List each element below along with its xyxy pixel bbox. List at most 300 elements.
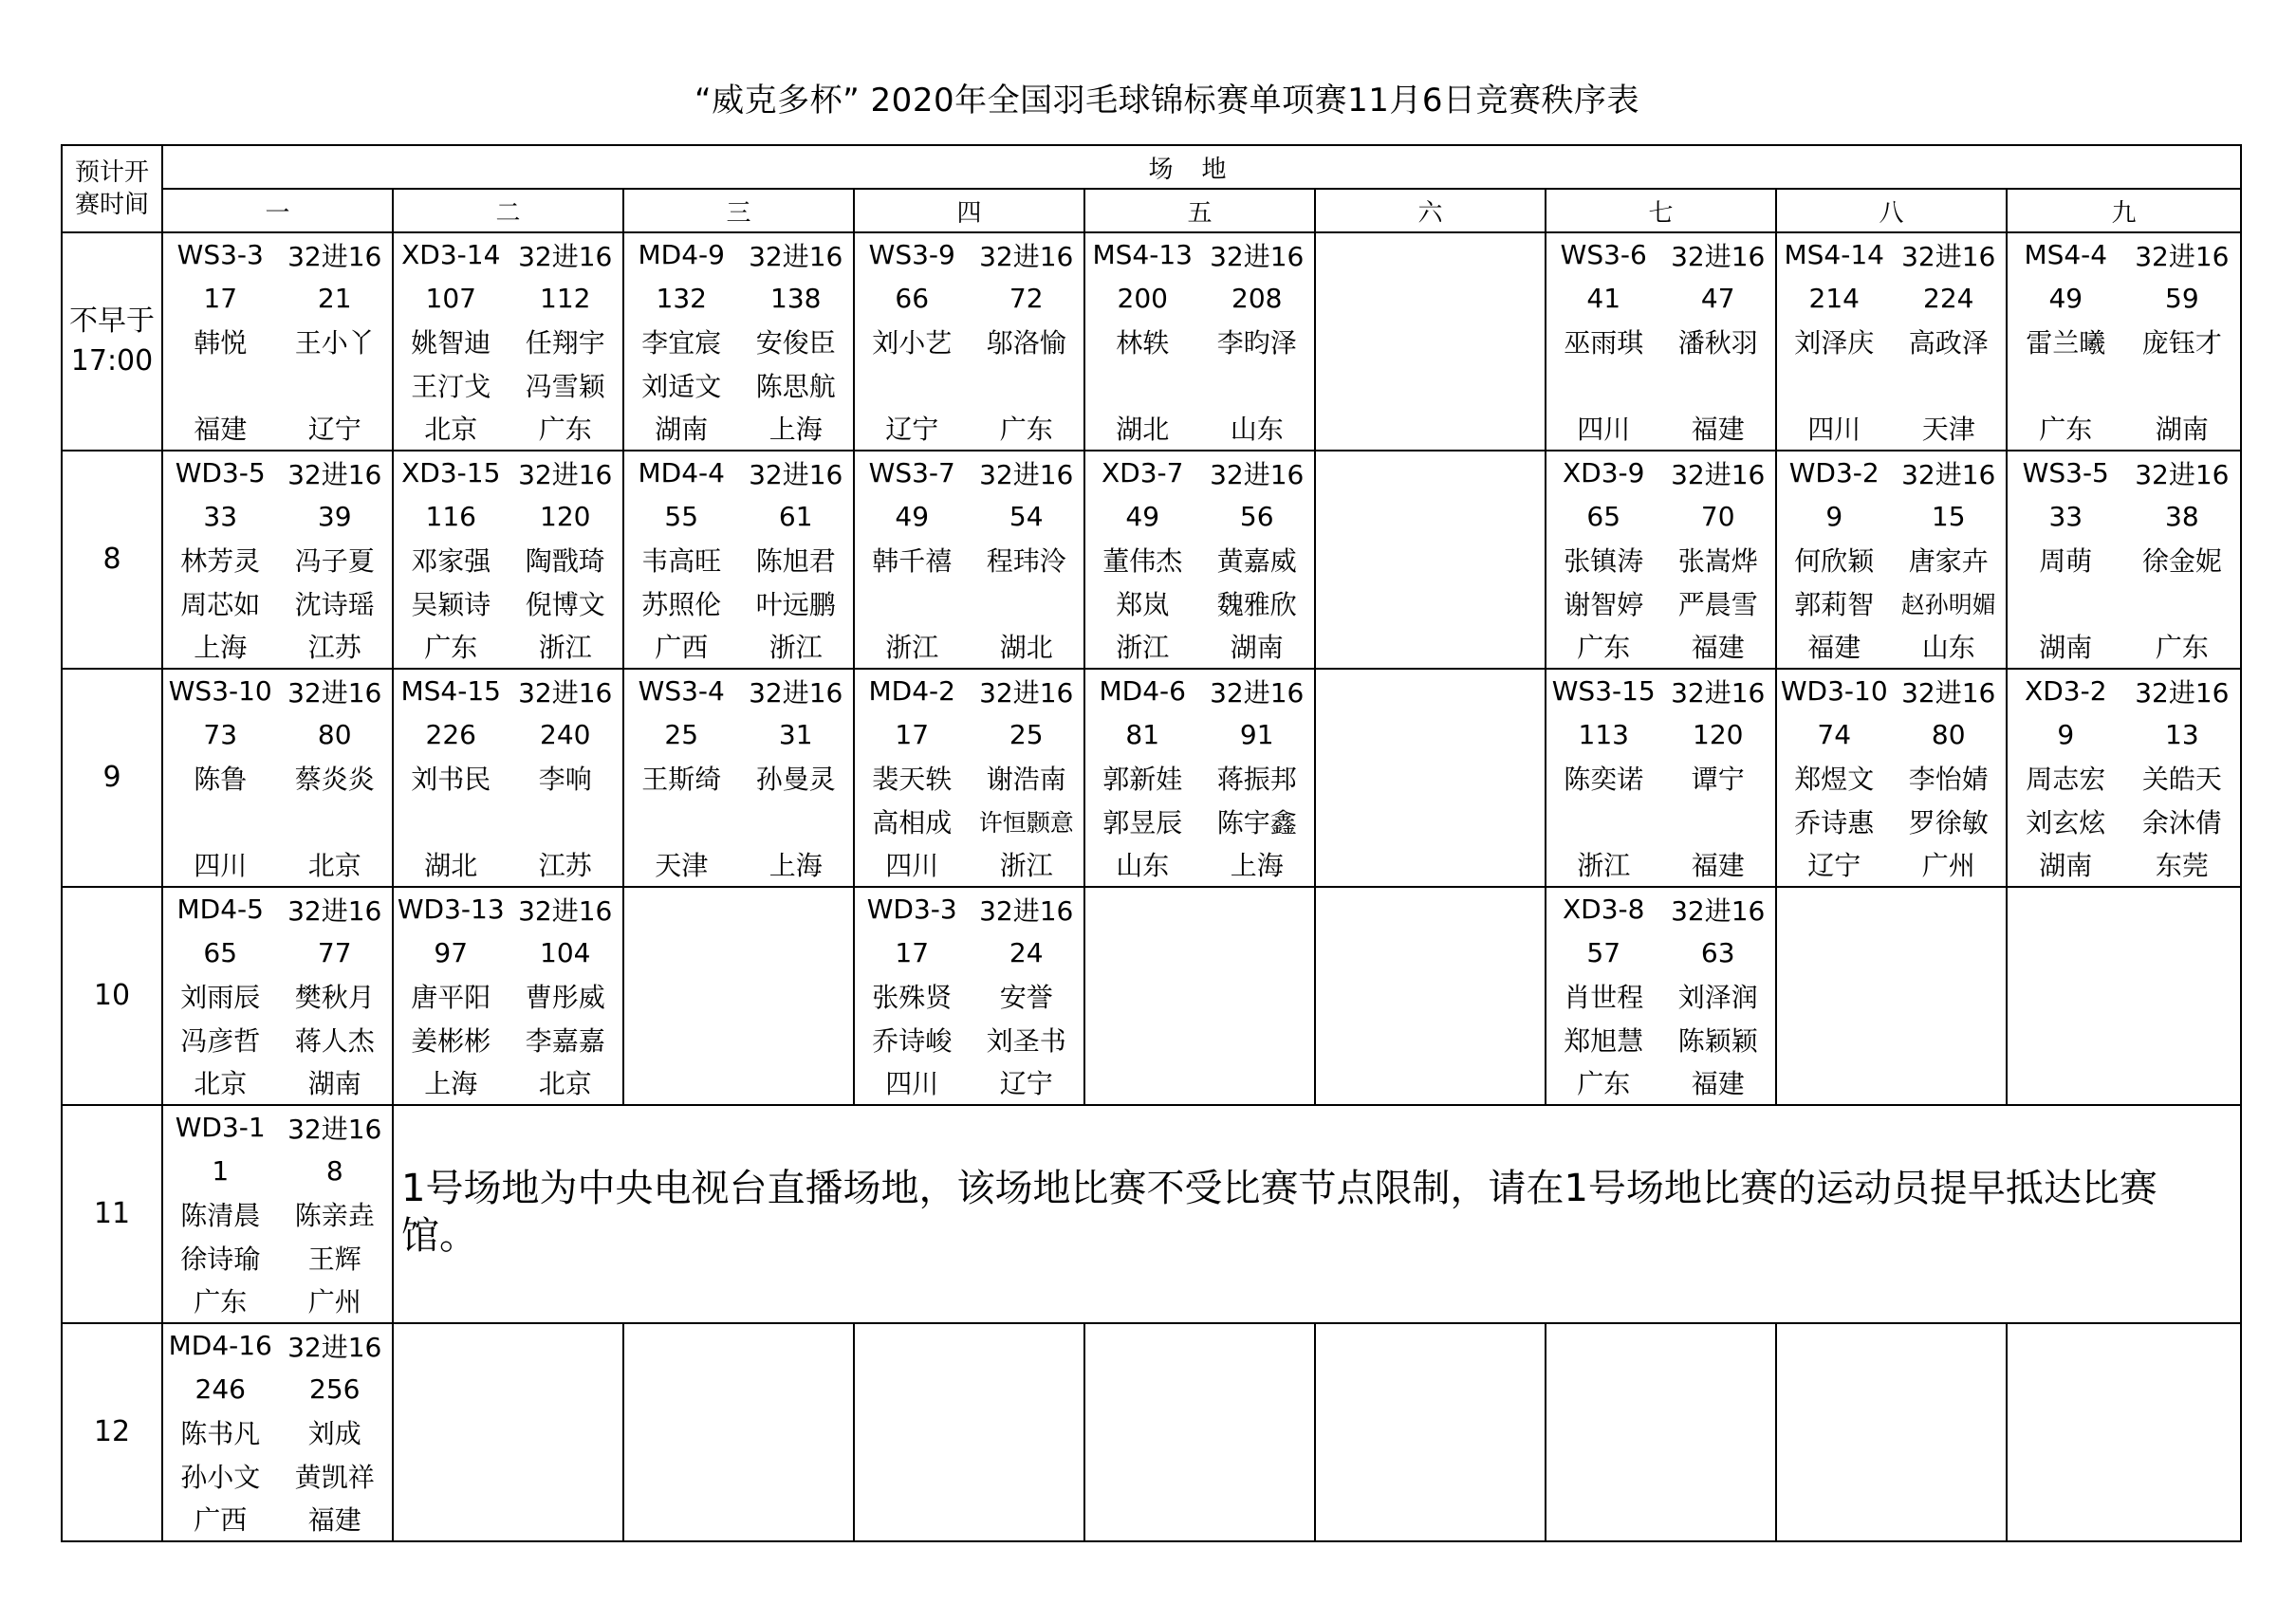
court-header-4: 四 xyxy=(854,189,1084,232)
match-player-b1: 刘泽润 xyxy=(1677,981,1758,1013)
time-header xyxy=(62,145,162,232)
match-info xyxy=(1085,233,1314,450)
match-num-b: 63 xyxy=(1700,936,1735,968)
match-event: WD3-5 xyxy=(175,457,266,489)
match-round: 32进16 xyxy=(287,240,382,272)
match-round: 32进16 xyxy=(518,894,613,927)
match-player-b1: 黄嘉威 xyxy=(1216,544,1297,577)
match-num-b: 61 xyxy=(778,500,813,532)
match-team-b: 江苏 xyxy=(538,850,592,882)
match-num-b: 120 xyxy=(540,500,591,532)
match-num-b: 208 xyxy=(1231,282,1283,314)
match-cell xyxy=(1084,669,1315,887)
match-num-a: 74 xyxy=(1817,718,1852,750)
match-info xyxy=(624,233,853,450)
match-num-b: 21 xyxy=(317,282,352,314)
match-player-b2: 陈颖颖 xyxy=(1677,1024,1758,1057)
match-cell xyxy=(2007,887,2241,1105)
match-player-a1: 周志宏 xyxy=(2026,763,2106,795)
match-player-a1: 刘小艺 xyxy=(872,326,953,359)
match-num-b: 72 xyxy=(1009,282,1044,314)
match-team-a: 湖南 xyxy=(655,414,709,446)
match-player-a2 xyxy=(855,581,970,625)
match-player-a1: 姚智迪 xyxy=(411,326,491,359)
match-player-b2: 倪博文 xyxy=(525,588,605,620)
match-player-a2: 郑旭慧 xyxy=(1564,1024,1644,1057)
match-team-a: 辽宁 xyxy=(885,414,939,446)
match-player-b2 xyxy=(2124,363,2241,407)
match-player-b2 xyxy=(1661,800,1776,843)
match-team-b: 广东 xyxy=(538,414,592,446)
match-player-b2 xyxy=(970,581,1084,625)
match-team-a: 福建 xyxy=(194,414,248,446)
match-event: MD4-6 xyxy=(1099,675,1186,708)
match-team-a: 四川 xyxy=(194,850,248,882)
match-player-b1: 李响 xyxy=(538,763,592,795)
match-player-b2 xyxy=(2124,581,2241,625)
match-cell xyxy=(1315,669,1546,887)
match-info xyxy=(855,670,1083,886)
match-team-b: 福建 xyxy=(1691,632,1745,664)
match-event: MS4-14 xyxy=(1784,239,1884,271)
schedule-row xyxy=(62,887,2241,1105)
match-num-b: 120 xyxy=(1693,718,1744,750)
match-team-a: 广东 xyxy=(2039,414,2093,446)
match-info xyxy=(855,233,1083,450)
match-num-b: 224 xyxy=(1923,282,1974,314)
match-cell xyxy=(854,1323,1084,1541)
match-team-a: 广东 xyxy=(1577,632,1631,664)
match-event: WS3-9 xyxy=(868,239,955,271)
match-num-b: 80 xyxy=(317,718,352,750)
match-cell xyxy=(393,1323,623,1541)
match-player-a2 xyxy=(1085,363,1200,407)
match-team-b: 浙江 xyxy=(999,850,1053,882)
match-team-a: 广东 xyxy=(424,632,478,664)
match-event: WD3-1 xyxy=(175,1112,266,1144)
match-player-b2: 叶远鹏 xyxy=(755,588,836,620)
match-player-b1: 陈旭君 xyxy=(755,544,836,577)
match-num-a: 65 xyxy=(1586,500,1621,532)
match-player-b1: 潘秋羽 xyxy=(1677,326,1758,359)
match-event: MD4-9 xyxy=(638,239,725,271)
match-player-b1: 蔡炎炎 xyxy=(294,763,375,795)
match-player-b1: 冯子夏 xyxy=(294,544,375,577)
match-event: MD4-2 xyxy=(868,675,955,708)
match-num-b: 25 xyxy=(1009,718,1044,750)
match-round: 32进16 xyxy=(1901,676,1996,709)
match-player-b1: 张嵩烨 xyxy=(1677,544,1758,577)
match-info xyxy=(163,888,392,1104)
match-info xyxy=(163,233,392,450)
match-player-a1: 韩千禧 xyxy=(872,544,953,577)
match-info xyxy=(394,888,622,1104)
match-cell xyxy=(393,232,623,451)
match-player-a1: 郑煜文 xyxy=(1794,763,1875,795)
match-player-a1: 周萌 xyxy=(2039,544,2093,577)
match-player-a2: 吴颖诗 xyxy=(411,588,491,620)
match-round: 32进16 xyxy=(1671,458,1766,490)
match-round: 32进16 xyxy=(518,240,613,272)
match-player-b1: 刘成 xyxy=(307,1417,361,1449)
match-team-a: 浙江 xyxy=(885,632,939,664)
match-round: 32进16 xyxy=(1671,894,1766,927)
match-player-a1: 韦高旺 xyxy=(641,544,722,577)
match-player-a2 xyxy=(2008,363,2124,407)
match-num-a: 81 xyxy=(1125,718,1160,750)
match-player-b2: 罗徐敏 xyxy=(1908,806,1989,838)
match-round: 32进16 xyxy=(287,1113,382,1145)
match-num-b: 80 xyxy=(1931,718,1966,750)
match-num-a: 107 xyxy=(425,282,476,314)
match-player-a2 xyxy=(163,800,278,843)
match-info xyxy=(163,1324,392,1540)
match-team-b: 广东 xyxy=(2155,632,2209,664)
match-player-b2 xyxy=(970,363,1084,407)
match-event: XD3-8 xyxy=(1563,894,1645,926)
match-round: 32进16 xyxy=(1210,240,1305,272)
match-cell xyxy=(854,669,1084,887)
match-cell xyxy=(162,1323,393,1541)
match-num-a: 1 xyxy=(212,1154,230,1187)
match-player-b1: 安誉 xyxy=(999,981,1053,1013)
match-team-b: 北京 xyxy=(538,1068,592,1100)
match-cell xyxy=(1546,669,1776,887)
match-team-b: 浙江 xyxy=(768,632,823,664)
match-team-a: 上海 xyxy=(424,1068,478,1100)
match-player-b2 xyxy=(1661,363,1776,407)
time-cell xyxy=(62,451,162,669)
match-cell xyxy=(1315,451,1546,669)
match-num-b: 15 xyxy=(1931,500,1966,532)
match-num-a: 73 xyxy=(203,718,238,750)
match-event: XD3-14 xyxy=(401,239,501,271)
match-player-a2: 徐诗瑜 xyxy=(180,1243,261,1275)
match-player-a2 xyxy=(855,363,970,407)
match-player-a2: 郭昱辰 xyxy=(1102,806,1183,838)
match-round: 32进16 xyxy=(749,458,843,490)
match-num-a: 49 xyxy=(1125,500,1160,532)
match-info xyxy=(624,670,853,886)
match-team-b: 北京 xyxy=(307,850,361,882)
match-info xyxy=(1546,233,1775,450)
match-team-b: 湖南 xyxy=(2155,414,2209,446)
match-team-b: 福建 xyxy=(1691,1068,1745,1100)
match-cell xyxy=(854,451,1084,669)
match-player-b2: 陈思航 xyxy=(755,370,836,402)
match-round: 32进16 xyxy=(979,676,1074,709)
match-event: MD4-5 xyxy=(176,894,264,926)
match-player-b1: 徐金妮 xyxy=(2141,544,2222,577)
match-team-a: 湖北 xyxy=(424,850,478,882)
match-player-a2 xyxy=(394,800,509,843)
schedule-row xyxy=(62,451,2241,669)
court-header-6: 六 xyxy=(1315,189,1546,232)
match-player-a2: 郑岚 xyxy=(1116,588,1170,620)
match-num-a: 65 xyxy=(203,936,238,968)
match-num-a: 17 xyxy=(203,282,238,314)
match-info xyxy=(1777,233,2006,450)
match-player-b1: 关皓天 xyxy=(2141,763,2222,795)
match-info xyxy=(2008,451,2240,668)
match-team-b: 上海 xyxy=(768,850,823,882)
match-player-b2: 刘圣书 xyxy=(986,1024,1066,1057)
match-info xyxy=(394,451,622,668)
match-player-a1: 郭新娃 xyxy=(1102,763,1183,795)
match-num-a: 49 xyxy=(2048,282,2083,314)
match-player-a2: 谢智婷 xyxy=(1564,588,1644,620)
match-player-a1: 刘书民 xyxy=(411,763,491,795)
match-num-a: 17 xyxy=(895,718,930,750)
match-player-b1: 谢浩南 xyxy=(986,763,1066,795)
match-team-a: 北京 xyxy=(424,414,478,446)
match-num-a: 214 xyxy=(1808,282,1860,314)
match-team-a: 山东 xyxy=(1116,850,1170,882)
match-event: XD3-15 xyxy=(401,457,501,489)
match-team-a: 浙江 xyxy=(1577,850,1631,882)
match-team-a: 四川 xyxy=(1807,414,1861,446)
match-player-b1: 安俊臣 xyxy=(755,326,836,359)
match-player-b2: 李嘉嘉 xyxy=(525,1024,605,1057)
match-player-b1: 庞钰才 xyxy=(2141,326,2222,359)
match-player-b2: 余沐倩 xyxy=(2141,806,2222,838)
match-round: 32进16 xyxy=(287,676,382,709)
match-player-b1: 李怡婧 xyxy=(1908,763,1989,795)
match-event: MD4-16 xyxy=(168,1330,272,1362)
match-player-a2: 郭莉智 xyxy=(1794,588,1875,620)
match-team-b: 上海 xyxy=(1230,850,1284,882)
match-info xyxy=(1777,670,2006,886)
match-event: MD4-4 xyxy=(638,457,725,489)
match-num-a: 57 xyxy=(1586,936,1621,968)
match-player-b1: 孙曼灵 xyxy=(755,763,836,795)
match-player-a1: 韩悦 xyxy=(194,326,248,359)
match-num-b: 8 xyxy=(325,1154,343,1187)
match-info xyxy=(2008,670,2240,886)
match-player-b2: 冯雪颖 xyxy=(525,370,605,402)
match-player-b2: 许恒颢意 xyxy=(978,808,1074,837)
match-player-a1: 张镇涛 xyxy=(1564,544,1644,577)
venue-header: 场地 xyxy=(162,145,2241,189)
match-player-b1: 曹彤威 xyxy=(525,981,605,1013)
schedule-row xyxy=(62,669,2241,887)
match-cell xyxy=(1315,1323,1546,1541)
match-player-b1: 李昀泽 xyxy=(1216,326,1297,359)
match-num-b: 138 xyxy=(770,282,822,314)
match-cell xyxy=(2007,451,2241,669)
match-cell xyxy=(393,451,623,669)
match-team-a: 福建 xyxy=(1807,632,1861,664)
match-team-b: 湖北 xyxy=(999,632,1053,664)
match-info xyxy=(2008,233,2240,450)
match-player-a1: 陈清晨 xyxy=(180,1199,261,1231)
match-round: 32进16 xyxy=(2135,458,2230,490)
match-cell xyxy=(1084,232,1315,451)
match-team-b: 福建 xyxy=(307,1504,361,1537)
match-info xyxy=(1546,670,1775,886)
match-player-b2: 沈诗瑶 xyxy=(294,588,375,620)
match-player-a2: 乔诗峻 xyxy=(872,1024,953,1057)
match-cell xyxy=(2007,669,2241,887)
match-cell xyxy=(162,887,393,1105)
match-cell xyxy=(1776,451,2007,669)
time-cell xyxy=(62,669,162,887)
time-label: 10 xyxy=(93,979,131,1012)
match-player-b2: 魏雅欣 xyxy=(1216,588,1297,620)
match-player-a1: 巫雨琪 xyxy=(1564,326,1644,359)
match-team-a: 湖南 xyxy=(2039,632,2093,664)
match-num-a: 9 xyxy=(2057,718,2075,750)
match-num-b: 13 xyxy=(2165,718,2199,750)
match-cell xyxy=(1776,1323,2007,1541)
match-round: 32进16 xyxy=(1901,240,1996,272)
time-header-line2: 赛时间 xyxy=(74,191,149,219)
match-player-b2: 赵孙明媚 xyxy=(1900,590,1996,618)
match-num-b: 38 xyxy=(2165,500,2199,532)
match-num-b: 59 xyxy=(2165,282,2199,314)
match-cell xyxy=(854,887,1084,1105)
match-cell xyxy=(1776,232,2007,451)
match-player-a2 xyxy=(1777,363,1892,407)
match-team-a: 湖南 xyxy=(2039,850,2093,882)
match-team-a: 天津 xyxy=(655,850,709,882)
match-team-a: 四川 xyxy=(885,1068,939,1100)
match-num-b: 54 xyxy=(1009,500,1044,532)
match-round: 32进16 xyxy=(518,458,613,490)
match-num-a: 33 xyxy=(2048,500,2083,532)
match-info xyxy=(163,1106,392,1322)
match-round: 32进16 xyxy=(979,894,1074,927)
match-team-a: 浙江 xyxy=(1116,632,1170,664)
match-player-a2 xyxy=(624,800,739,843)
match-player-a1: 林轶 xyxy=(1116,326,1170,359)
match-player-b1: 高政泽 xyxy=(1908,326,1989,359)
court-header-5: 五 xyxy=(1084,189,1315,232)
match-cell xyxy=(1546,887,1776,1105)
match-team-b: 广东 xyxy=(999,414,1053,446)
match-num-a: 116 xyxy=(425,500,476,532)
time-cell xyxy=(62,887,162,1105)
match-cell xyxy=(623,232,854,451)
match-round: 32进16 xyxy=(1901,458,1996,490)
match-player-a1: 陈书凡 xyxy=(180,1417,261,1449)
match-event: MS4-4 xyxy=(2024,239,2108,271)
court-header-9: 九 xyxy=(2007,189,2241,232)
court-header-7: 七 xyxy=(1546,189,1776,232)
match-team-b: 湖南 xyxy=(307,1068,361,1100)
match-cell xyxy=(623,1323,854,1541)
time-label: 不早于 xyxy=(69,304,155,338)
match-num-a: 9 xyxy=(1825,500,1843,532)
match-event: WD3-3 xyxy=(866,894,957,926)
time-label: 9 xyxy=(102,761,121,794)
match-num-a: 49 xyxy=(895,500,930,532)
match-cell xyxy=(162,232,393,451)
match-num-b: 70 xyxy=(1700,500,1735,532)
match-event: XD3-7 xyxy=(1102,457,1184,489)
match-player-a2: 苏照伦 xyxy=(641,588,722,620)
match-round: 32进16 xyxy=(1210,458,1305,490)
match-player-b2: 蒋人杰 xyxy=(294,1024,375,1057)
match-team-b: 山东 xyxy=(1921,632,1975,664)
match-cell xyxy=(854,232,1084,451)
match-team-b: 广州 xyxy=(1921,850,1975,882)
match-player-b2 xyxy=(278,363,393,407)
match-player-b2 xyxy=(278,800,393,843)
match-team-a: 北京 xyxy=(194,1068,248,1100)
match-cell xyxy=(1776,887,2007,1105)
match-cell xyxy=(162,669,393,887)
time-label: 11 xyxy=(93,1197,131,1230)
match-cell xyxy=(1546,1323,1776,1541)
match-num-a: 246 xyxy=(194,1373,246,1405)
match-cell xyxy=(623,887,854,1105)
match-info xyxy=(163,451,392,668)
match-round: 32进16 xyxy=(1671,676,1766,709)
match-round: 32进16 xyxy=(979,240,1074,272)
match-num-a: 17 xyxy=(895,936,930,968)
match-event: WS3-15 xyxy=(1551,675,1656,708)
match-info xyxy=(855,451,1083,668)
match-team-a: 湖北 xyxy=(1116,414,1170,446)
match-num-a: 66 xyxy=(895,282,930,314)
match-round: 32进16 xyxy=(1210,676,1305,709)
match-player-a1: 陈奕诺 xyxy=(1564,763,1644,795)
match-num-b: 24 xyxy=(1009,936,1044,968)
schedule-row-12 xyxy=(62,1323,2241,1541)
match-team-a: 上海 xyxy=(194,632,248,664)
match-player-b2: 王辉 xyxy=(307,1243,361,1275)
match-team-b: 江苏 xyxy=(307,632,361,664)
match-team-b: 福建 xyxy=(1691,414,1745,446)
time-cell xyxy=(62,1105,162,1323)
page-title: “威克多杯” 2020年全国羽毛球锦标赛单项赛11月6日竞赛秩序表 xyxy=(694,82,1639,120)
match-cell xyxy=(623,669,854,887)
match-team-a: 四川 xyxy=(885,850,939,882)
schedule-table xyxy=(61,144,2242,1542)
match-num-a: 113 xyxy=(1578,718,1629,750)
match-player-b1: 陈亲垚 xyxy=(294,1199,375,1231)
match-cell xyxy=(393,669,623,887)
match-event: WS3-5 xyxy=(2022,457,2109,489)
match-info xyxy=(624,451,853,668)
match-event: WD3-13 xyxy=(397,894,505,926)
match-num-a: 33 xyxy=(203,500,238,532)
match-num-b: 77 xyxy=(317,936,352,968)
match-cell xyxy=(1546,232,1776,451)
match-round: 32进16 xyxy=(1671,240,1766,272)
match-num-b: 56 xyxy=(1239,500,1274,532)
broadcast-note: 1号场地为中央电视台直播场地，该场地比赛不受比赛节点限制，请在1号场地比赛的运动员提早抵达比赛馆。 xyxy=(393,1105,2241,1323)
match-info xyxy=(163,670,392,886)
match-team-a: 广西 xyxy=(194,1504,248,1537)
match-player-a2: 王汀戈 xyxy=(411,370,491,402)
time-label: 12 xyxy=(93,1415,131,1448)
match-player-b1: 任翔宇 xyxy=(525,326,605,359)
match-num-a: 41 xyxy=(1586,282,1621,314)
match-cell xyxy=(1776,669,2007,887)
match-cell xyxy=(162,451,393,669)
court-header-2: 二 xyxy=(393,189,623,232)
match-player-a2 xyxy=(163,363,278,407)
match-player-a1: 肖世程 xyxy=(1564,981,1644,1013)
match-team-b: 福建 xyxy=(1691,850,1745,882)
match-player-b1: 樊秋月 xyxy=(294,981,375,1013)
match-round: 32进16 xyxy=(287,458,382,490)
match-event: XD3-2 xyxy=(2025,675,2107,708)
match-num-a: 226 xyxy=(425,718,476,750)
time-header-line1: 预计开 xyxy=(74,158,149,187)
